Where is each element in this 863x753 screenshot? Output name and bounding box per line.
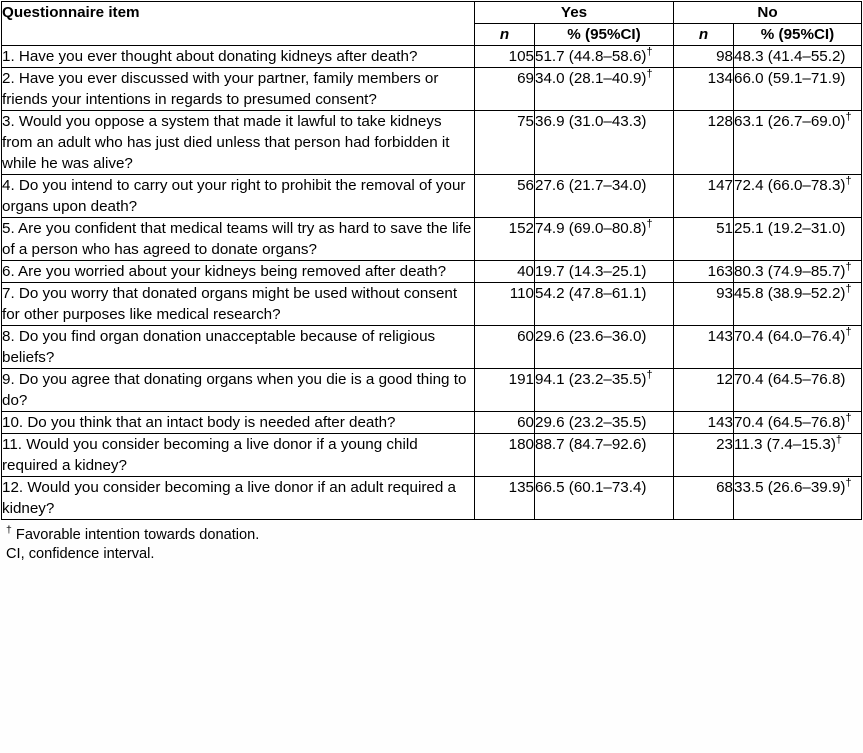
- dagger-marker: †: [845, 260, 852, 273]
- cell-yes-n: 135: [475, 477, 535, 520]
- yes-percent-value: 74.9 (69.0–80.8): [535, 220, 647, 237]
- cell-yes-n: 191: [475, 369, 535, 412]
- footnotes: [6, 526, 863, 564]
- table-row: [2, 283, 862, 326]
- cell-no-percent: [734, 218, 862, 261]
- questionnaire-table: [1, 1, 862, 520]
- cell-yes-n: 180: [475, 434, 535, 477]
- footnote-abbreviation: CI, confidence interval.: [6, 546, 155, 562]
- cell-no-n: 128: [674, 111, 734, 175]
- dagger-marker: †: [646, 217, 653, 230]
- yes-percent-value: 54.2 (47.8–61.1): [535, 285, 647, 302]
- yes-percent-value: 34.0 (28.1–40.9): [535, 70, 647, 87]
- no-percent-value: 70.4 (64.5–76.8): [734, 371, 846, 388]
- column-header-yes-percent: % (95%CI): [535, 24, 674, 46]
- cell-questionnaire-item: 2. Have you ever discussed with your partner, family members or friends your intentions in regards to presumed consent?: [2, 68, 475, 111]
- cell-yes-n: 40: [475, 261, 535, 283]
- cell-yes-percent: [535, 477, 674, 520]
- yes-percent-value: 66.5 (60.1–73.4): [535, 479, 647, 496]
- no-percent-value: 72.4 (66.0–78.3): [734, 177, 846, 194]
- cell-no-n: 147: [674, 175, 734, 218]
- yes-percent-value: 36.9 (31.0–43.3): [535, 113, 647, 130]
- table-row: [2, 477, 862, 520]
- cell-no-n: 23: [674, 434, 734, 477]
- no-percent-value: 33.5 (26.6–39.9): [734, 479, 846, 496]
- dagger-marker: †: [845, 325, 852, 338]
- cell-no-percent: [734, 326, 862, 369]
- cell-no-percent: [734, 261, 862, 283]
- column-group-header-yes: Yes: [475, 2, 674, 24]
- cell-questionnaire-item: 6. Are you worried about your kidneys being removed after death?: [2, 261, 475, 283]
- cell-no-n: 98: [674, 46, 734, 68]
- dagger-marker: †: [845, 476, 852, 489]
- table-body: [2, 46, 862, 520]
- dagger-marker: †: [646, 67, 653, 80]
- yes-percent-value: 29.6 (23.6–36.0): [535, 328, 647, 345]
- cell-questionnaire-item: 12. Would you consider becoming a live donor if an adult required a kidney?: [2, 477, 475, 520]
- no-percent-value: 80.3 (74.9–85.7): [734, 263, 846, 280]
- cell-yes-n: 60: [475, 326, 535, 369]
- cell-yes-n: 152: [475, 218, 535, 261]
- column-header-yes-n: n: [475, 24, 535, 46]
- cell-no-percent: [734, 46, 862, 68]
- cell-no-percent: [734, 68, 862, 111]
- cell-yes-n: 110: [475, 283, 535, 326]
- cell-yes-percent: [535, 261, 674, 283]
- cell-no-n: 163: [674, 261, 734, 283]
- table-page: [0, 1, 863, 753]
- no-percent-value: 45.8 (38.9–52.2): [734, 285, 846, 302]
- yes-percent-value: 29.6 (23.2–35.5): [535, 414, 647, 431]
- cell-questionnaire-item: 5. Are you confident that medical teams will try as hard to save the life of a person who has agreed to donate organs?: [2, 218, 475, 261]
- footnote-dagger-text: Favorable intention towards donation.: [11, 527, 260, 543]
- cell-no-percent: [734, 369, 862, 412]
- cell-yes-n: 105: [475, 46, 535, 68]
- yes-percent-value: 19.7 (14.3–25.1): [535, 263, 647, 280]
- cell-yes-percent: [535, 111, 674, 175]
- cell-yes-percent: [535, 326, 674, 369]
- cell-yes-percent: [535, 434, 674, 477]
- table-row: [2, 175, 862, 218]
- cell-questionnaire-item: 10. Do you think that an intact body is needed after death?: [2, 412, 475, 434]
- table-row: [2, 218, 862, 261]
- cell-no-percent: [734, 283, 862, 326]
- table-row: [2, 46, 862, 68]
- table-row: [2, 326, 862, 369]
- table-row: [2, 261, 862, 283]
- cell-no-n: 93: [674, 283, 734, 326]
- dagger-marker: †: [835, 433, 842, 446]
- cell-no-n: 51: [674, 218, 734, 261]
- cell-yes-n: 69: [475, 68, 535, 111]
- cell-questionnaire-item: 11. Would you consider becoming a live donor if a young child required a kidney?: [2, 434, 475, 477]
- header-row-groups: [2, 2, 862, 24]
- cell-yes-percent: [535, 46, 674, 68]
- cell-yes-percent: [535, 218, 674, 261]
- cell-questionnaire-item: 1. Have you ever thought about donating kidneys after death?: [2, 46, 475, 68]
- cell-no-percent: [734, 477, 862, 520]
- cell-yes-percent: [535, 369, 674, 412]
- no-percent-value: 48.3 (41.4–55.2): [734, 48, 846, 65]
- no-percent-value: 11.3 (7.4–15.3): [734, 436, 836, 453]
- cell-yes-n: 75: [475, 111, 535, 175]
- no-percent-value: 66.0 (59.1–71.9): [734, 70, 846, 87]
- cell-yes-n: 56: [475, 175, 535, 218]
- no-percent-value: 63.1 (26.7–69.0): [734, 113, 846, 130]
- cell-no-n: 143: [674, 326, 734, 369]
- cell-no-n: 134: [674, 68, 734, 111]
- cell-yes-percent: [535, 412, 674, 434]
- dagger-marker: †: [646, 45, 653, 58]
- cell-questionnaire-item: 3. Would you oppose a system that made it lawful to take kidneys from an adult who has just died unless that person had forbidden it while he was alive?: [2, 111, 475, 175]
- dagger-marker: †: [646, 368, 653, 381]
- table-header: [2, 2, 862, 46]
- cell-no-percent: [734, 175, 862, 218]
- dagger-marker: †: [845, 411, 852, 424]
- no-percent-value: 25.1 (19.2–31.0): [734, 220, 846, 237]
- cell-yes-percent: [535, 175, 674, 218]
- yes-percent-value: 88.7 (84.7–92.6): [535, 436, 647, 453]
- yes-percent-value: 94.1 (23.2–35.5): [535, 371, 647, 388]
- cell-no-n: 68: [674, 477, 734, 520]
- no-percent-value: 70.4 (64.5–76.8): [734, 414, 846, 431]
- dagger-marker: †: [845, 110, 852, 123]
- cell-no-percent: [734, 111, 862, 175]
- table-row: [2, 434, 862, 477]
- cell-yes-n: 60: [475, 412, 535, 434]
- table-row: [2, 111, 862, 175]
- no-percent-value: 70.4 (64.0–76.4): [734, 328, 846, 345]
- cell-no-percent: [734, 434, 862, 477]
- table-row: [2, 412, 862, 434]
- cell-no-n: 12: [674, 369, 734, 412]
- cell-questionnaire-item: 7. Do you worry that donated organs might be used without consent for other purposes like medical research?: [2, 283, 475, 326]
- dagger-symbol: †: [6, 524, 12, 537]
- cell-questionnaire-item: 4. Do you intend to carry out your right to prohibit the removal of your organs upon death?: [2, 175, 475, 218]
- table-row: [2, 369, 862, 412]
- column-header-questionnaire-item: Questionnaire item: [2, 2, 475, 46]
- dagger-marker: †: [845, 174, 852, 187]
- cell-no-n: 143: [674, 412, 734, 434]
- cell-questionnaire-item: 8. Do you find organ donation unacceptable because of religious beliefs?: [2, 326, 475, 369]
- cell-yes-percent: [535, 68, 674, 111]
- yes-percent-value: 27.6 (21.7–34.0): [535, 177, 647, 194]
- column-group-header-no: No: [674, 2, 862, 24]
- footnote-dagger: [6, 526, 863, 545]
- cell-yes-percent: [535, 283, 674, 326]
- column-header-no-n: n: [674, 24, 734, 46]
- cell-questionnaire-item: 9. Do you agree that donating organs when you die is a good thing to do?: [2, 369, 475, 412]
- cell-no-percent: [734, 412, 862, 434]
- dagger-marker: †: [845, 282, 852, 295]
- column-header-no-percent: % (95%CI): [734, 24, 862, 46]
- table-row: [2, 68, 862, 111]
- yes-percent-value: 51.7 (44.8–58.6): [535, 48, 647, 65]
